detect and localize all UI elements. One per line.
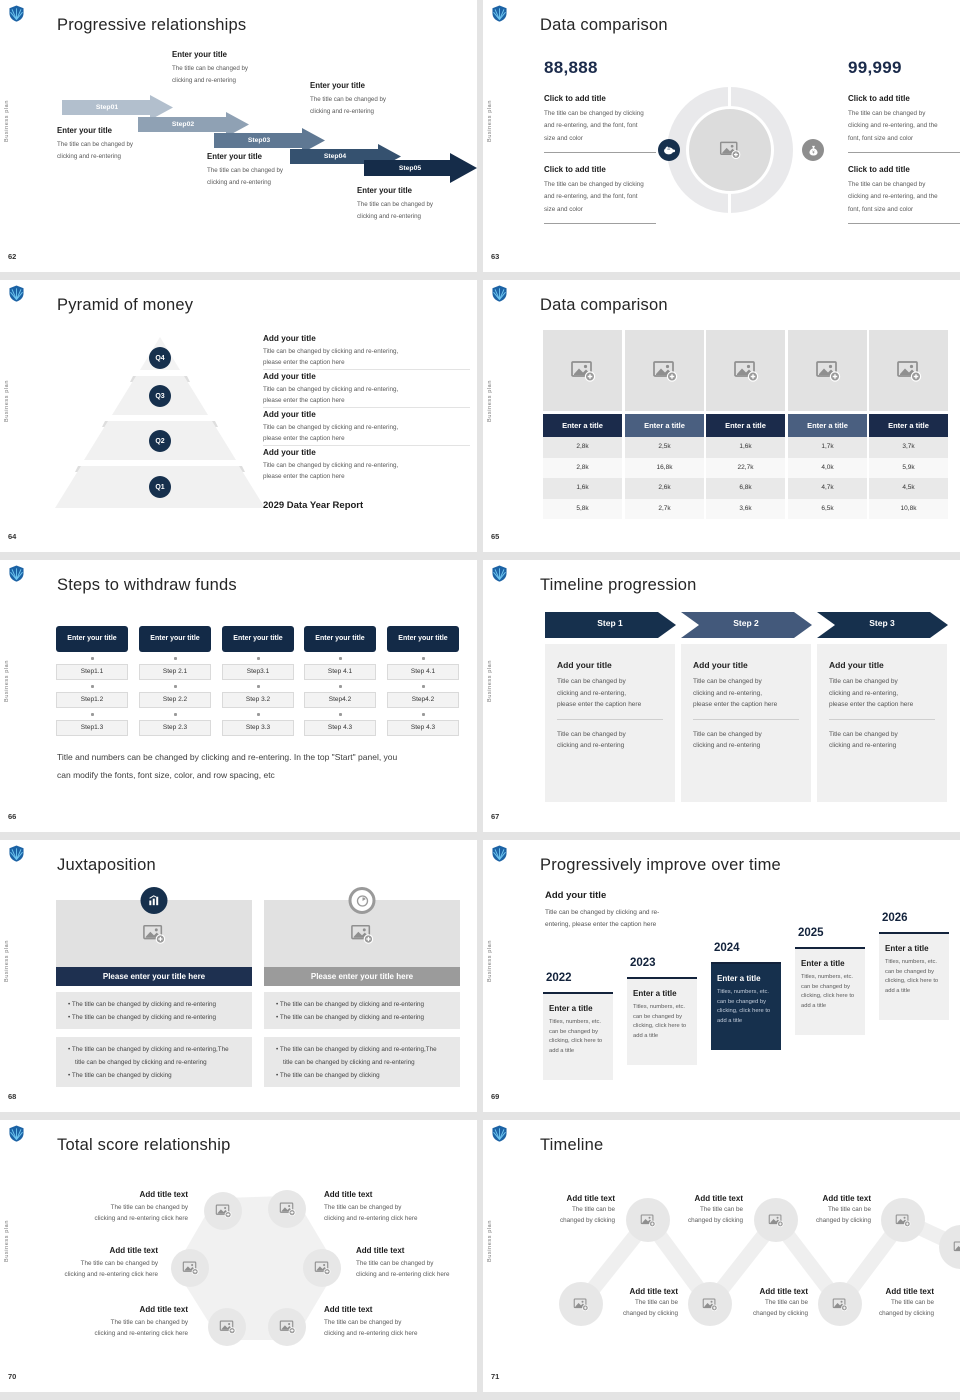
column-title-bar: Please enter your title here — [56, 967, 252, 986]
divider — [544, 152, 656, 153]
table-cell: 1,7k — [788, 437, 867, 458]
year-card-highlighted: Enter a title Titles, numbers, etc. can be changed by clicking, click here to add a title — [711, 962, 781, 1050]
text-block: Add title text The title can be changed by clicking — [688, 1194, 743, 1224]
divider — [693, 719, 799, 720]
image-placeholder-icon — [832, 1297, 848, 1312]
tier-badge: Q1 — [149, 476, 171, 498]
image-placeholder-icon — [350, 923, 374, 945]
text-block: Click to add title The title can be changed by clicking and re-entering, and the font, font size and color — [544, 165, 664, 224]
page-number: 65 — [491, 532, 500, 541]
table-cell: 1,6k — [706, 437, 785, 458]
slide-70[interactable] — [0, 1120, 477, 1392]
year-label: 2023 — [630, 957, 656, 969]
divider — [544, 223, 656, 224]
bar-chart-badge — [141, 887, 168, 914]
year-card: Enter a title Titles, numbers, etc. can be changed by clicking, click here to add a title — [543, 992, 613, 1080]
zigzag-connector-graphic — [483, 1120, 960, 1392]
text-block: Add your title Title can be changed by clicking and re-entering, please enter the caption here — [263, 448, 399, 480]
slide-title: Juxtaposition — [57, 856, 156, 874]
step-box: Step 4.1 — [387, 664, 459, 680]
clock-badge — [349, 887, 376, 914]
step-box: Step4.2 — [387, 692, 459, 708]
comparison-column-right — [264, 887, 460, 1087]
slide-title: Timeline — [540, 1136, 604, 1154]
year-card: Enter a title Titles, numbers, etc. can be changed by clicking, click here to add a title — [627, 977, 697, 1065]
connector-dot — [174, 713, 177, 716]
bar-chart-icon — [147, 893, 162, 908]
connector-dot — [91, 713, 94, 716]
year-label: 2024 — [714, 942, 740, 954]
page-number: 63 — [491, 252, 500, 261]
divider — [557, 719, 663, 720]
note-text: can modify the fonts, font size, color, and row spacing, etc — [57, 770, 275, 780]
text-block: Click to add title The title can be changed by clicking and re-entering, and the font, font size and color — [544, 94, 664, 153]
year-label: 2022 — [546, 972, 572, 984]
slide-title: Total score relationship — [57, 1136, 231, 1154]
step-panel: Add your title Title can be changed by clicking and re-entering, please enter the caption here Title can be changed by clicking and re-entering — [681, 644, 811, 802]
page-number: 64 — [8, 532, 17, 541]
side-brand-text: Business plan — [487, 940, 493, 983]
step-label: Step02 — [171, 121, 195, 128]
image-placeholder-icon — [279, 1201, 296, 1217]
step-column — [304, 626, 376, 736]
side-brand-text: Business plan — [4, 1220, 10, 1263]
side-brand-text: Business plan — [4, 660, 10, 703]
image-placeholder-icon — [279, 1319, 296, 1335]
bullet-box: • The title can be changed by clicking and re-entering,The title can be changed by clicking and re-entering • The title can be changed by clicking — [56, 1037, 252, 1087]
brand-shield-logo-icon — [492, 285, 507, 302]
text-block: Add title text The title can be changed by clicking and re-entering click here — [94, 1190, 188, 1222]
step-panel: Add your title Title can be changed by clicking and re-entering, please enter the caption here Title can be changed by clicking and re-entering — [545, 644, 675, 802]
step-box: Step 2.3 — [139, 720, 211, 736]
step-label: Step03 — [247, 137, 271, 144]
slide-69[interactable] — [483, 840, 960, 1112]
page-number: 62 — [8, 252, 17, 261]
text-block: Enter your title The title can be changed by clicking and re-entering — [310, 81, 387, 115]
table-cell: 3,7k — [869, 437, 948, 458]
year-step — [711, 942, 781, 1050]
step-box: Step 4.3 — [387, 720, 459, 736]
step-label: Step04 — [323, 153, 347, 160]
image-placeholder-icon — [570, 359, 596, 383]
column-header: Enter a title — [788, 414, 867, 437]
connector-dot — [91, 685, 94, 688]
text-block: Add your title Title can be changed by clicking and re-entering, please enter the caption here — [263, 334, 399, 366]
image-placeholder-icon — [719, 139, 741, 161]
table-cell: 2,5k — [625, 437, 704, 458]
money-bag-badge — [802, 139, 824, 161]
connector-dot — [422, 657, 425, 660]
brand-shield-logo-icon — [9, 845, 24, 862]
table-column — [625, 330, 704, 519]
connector-dot — [422, 685, 425, 688]
text-block: Add title text The title can be changed by clicking and re-entering click here — [356, 1246, 450, 1278]
image-placeholder-icon — [640, 1213, 656, 1228]
image-placeholder-icon — [573, 1297, 589, 1312]
report-caption: 2029 Data Year Report — [263, 500, 364, 511]
step-box: Step3.1 — [222, 664, 294, 680]
divider — [263, 407, 470, 408]
column-header: Enter a title — [625, 414, 704, 437]
year-label: 2025 — [798, 927, 824, 939]
divider — [848, 152, 960, 153]
image-placeholder-icon — [815, 359, 841, 383]
slide-63[interactable] — [483, 0, 960, 272]
divider — [848, 223, 960, 224]
text-block: Click to add title The title can be changed by clicking and re-entering, and the font, font size and color — [848, 165, 960, 224]
slide-title: Data comparison — [540, 296, 668, 314]
side-brand-text: Business plan — [487, 100, 493, 143]
piggy-bank-badge — [658, 139, 680, 161]
year-step — [795, 927, 865, 1035]
image-placeholder-circle[interactable] — [268, 1308, 306, 1346]
tier-badge: Q2 — [149, 430, 171, 452]
bullet-box: • The title can be changed by clicking and re-entering • The title can be changed by clicking and re-entering — [264, 992, 460, 1029]
table-cell: 1,6k — [543, 478, 622, 499]
svg-text:¥: ¥ — [811, 148, 815, 154]
comparison-column-left — [56, 887, 252, 1087]
image-placeholder-circle[interactable] — [204, 1192, 242, 1230]
slide-title: Data comparison — [540, 16, 668, 34]
page-number: 68 — [8, 1092, 17, 1101]
slide-66[interactable] — [0, 560, 477, 832]
image-placeholder-icon — [314, 1260, 331, 1276]
note-text: Title and numbers can be changed by clicking and re-entering. In the top "Start" panel, you — [57, 752, 398, 762]
step-box: Step 3.3 — [222, 720, 294, 736]
image-placeholder-icon — [895, 1213, 911, 1228]
text-block: Add title text The title can be changed by clicking and re-entering click here — [324, 1305, 418, 1337]
text-block: Add title text The title can be changed by clicking — [753, 1287, 808, 1317]
step-box: Step 3.2 — [222, 692, 294, 708]
connector-dot — [174, 685, 177, 688]
slide-title: Pyramid of money — [57, 296, 194, 314]
page-number: 71 — [491, 1372, 500, 1381]
slide-71[interactable] — [483, 1120, 960, 1392]
text-block: Add title text The title can be changed by clicking and re-entering click here — [324, 1190, 418, 1222]
step-box: Step1.3 — [56, 720, 128, 736]
step-panel: Add your title Title can be changed by clicking and re-entering, please enter the caption here Title can be changed by clicking and re-entering — [817, 644, 947, 802]
left-value: 88,888 — [544, 58, 598, 77]
side-brand-text: Business plan — [487, 1220, 493, 1263]
column-header: Enter a title — [543, 414, 622, 437]
slide-title: Progressively improve over time — [540, 856, 781, 874]
step-column — [56, 626, 128, 736]
image-placeholder[interactable] — [543, 330, 622, 411]
table-cell: 2,6k — [625, 478, 704, 499]
divider — [263, 445, 470, 446]
brand-shield-logo-icon — [9, 565, 24, 582]
image-placeholder-icon — [702, 1297, 718, 1312]
image-placeholder-circle[interactable] — [303, 1249, 341, 1287]
brand-shield-logo-icon — [492, 5, 507, 22]
table-cell: 10,8k — [869, 499, 948, 520]
image-placeholder[interactable] — [869, 330, 948, 411]
text-block: Add title text The title can be changed by clicking — [879, 1287, 934, 1317]
page-number: 67 — [491, 812, 500, 821]
table-column — [869, 330, 948, 519]
table-cell: 2,8k — [543, 437, 622, 458]
text-block: Add title text The title can be changed by clicking and re-entering click here — [64, 1246, 158, 1278]
side-brand-text: Business plan — [4, 940, 10, 983]
step-column — [139, 626, 211, 736]
year-step — [879, 912, 949, 1020]
money-bag-icon — [807, 144, 820, 157]
image-placeholder[interactable] — [706, 330, 785, 411]
center-image-placeholder[interactable] — [686, 106, 774, 194]
clock-icon — [354, 893, 370, 909]
piggy-bank-icon — [662, 143, 676, 157]
page-number: 66 — [8, 812, 17, 821]
text-block: Click to add title The title can be changed by clicking and re-entering, and the font, font size and color — [848, 94, 960, 153]
slide-62[interactable] — [0, 0, 477, 272]
brand-shield-logo-icon — [492, 845, 507, 862]
connector-dot — [91, 657, 94, 660]
connector-dot — [339, 657, 342, 660]
image-placeholder-circle[interactable] — [171, 1249, 209, 1287]
year-card: Enter a title Titles, numbers, etc. can be changed by clicking, click here to add a title — [879, 932, 949, 1020]
step-arrow-label: Step 2 — [733, 618, 759, 628]
connector-dot — [339, 713, 342, 716]
text-block: Enter your title The title can be changed by clicking and re-entering — [57, 126, 134, 160]
table-cell: 3,6k — [706, 499, 785, 520]
step-box: Step 4.3 — [304, 720, 376, 736]
table-cell: 6,8k — [706, 478, 785, 499]
column-header-button: Enter your title — [387, 626, 459, 652]
step-box: Step1.2 — [56, 692, 128, 708]
step-box: Step 2.2 — [139, 692, 211, 708]
column-header-button: Enter your title — [56, 626, 128, 652]
image-placeholder-icon — [219, 1319, 236, 1335]
column-header-button: Enter your title — [304, 626, 376, 652]
table-column — [788, 330, 867, 519]
step-arrow-label: Step 1 — [597, 618, 623, 628]
bullet-box: • The title can be changed by clicking and re-entering,The title can be changed by clicking and re-entering • The title can be changed by clicking — [264, 1037, 460, 1087]
image-placeholder-icon — [733, 359, 759, 383]
step-box: Step 2.1 — [139, 664, 211, 680]
image-placeholder-icon — [182, 1260, 199, 1276]
divider — [829, 719, 935, 720]
connector-dot — [257, 685, 260, 688]
slide-65[interactable] — [483, 280, 960, 552]
column-header: Enter a title — [706, 414, 785, 437]
year-card: Enter a title Titles, numbers, etc. can be changed by clicking, click here to add a title — [795, 947, 865, 1035]
side-brand-text: Business plan — [487, 380, 493, 423]
text-block: Add your title Title can be changed by clicking and re-entering, please enter the caption here — [263, 410, 399, 442]
bullet-box: • The title can be changed by clicking and re-entering • The title can be changed by clicking and re-entering — [56, 992, 252, 1029]
text-block: Enter your title The title can be changed by clicking and re-entering — [207, 152, 284, 186]
tier-badge: Q3 — [149, 385, 171, 407]
step-box: Step1.1 — [56, 664, 128, 680]
step-box: Step 4.1 — [304, 664, 376, 680]
connector-dot — [422, 713, 425, 716]
text-block: Add title text The title can be changed by clicking and re-entering click here — [94, 1305, 188, 1337]
image-placeholder-icon — [142, 923, 166, 945]
text-block: Add title text The title can be changed by clicking — [560, 1194, 615, 1224]
connector-dot — [339, 685, 342, 688]
column-header-button: Enter your title — [222, 626, 294, 652]
column-header-button: Enter your title — [139, 626, 211, 652]
slide-64[interactable] — [0, 280, 477, 552]
step-label: Step01 — [95, 104, 119, 111]
text-block: Enter your title The title can be changed by clicking and re-entering — [172, 50, 249, 84]
year-label: 2026 — [882, 912, 908, 924]
step-box: Step4.2 — [304, 692, 376, 708]
step-arrow-label: Step 3 — [869, 618, 895, 628]
column-header: Enter a title — [869, 414, 948, 437]
image-placeholder-circle[interactable] — [881, 1198, 925, 1242]
table-cell: 2,8k — [543, 458, 622, 479]
page-number: 70 — [8, 1372, 17, 1381]
image-placeholder[interactable] — [625, 330, 704, 411]
connector-dot — [257, 713, 260, 716]
side-brand-text: Business plan — [487, 660, 493, 703]
image-placeholder-icon — [215, 1203, 232, 1219]
image-placeholder-icon — [953, 1240, 960, 1255]
slide-67[interactable] — [483, 560, 960, 832]
divider — [263, 369, 470, 370]
table-cell: 6,5k — [788, 499, 867, 520]
slide-68[interactable] — [0, 840, 477, 1112]
year-step — [543, 972, 613, 1080]
column-title-bar: Please enter your title here — [264, 967, 460, 986]
table-column — [706, 330, 785, 519]
table-cell: 4,0k — [788, 458, 867, 479]
table-cell: 2,7k — [625, 499, 704, 520]
text-block: Enter your title The title can be changed by clicking and re-entering — [357, 186, 434, 220]
right-value: 99,999 — [848, 58, 902, 77]
text-block: Add title text The title can be changed by clicking — [623, 1287, 678, 1317]
image-placeholder-circle[interactable] — [268, 1190, 306, 1228]
table-cell: 5,9k — [869, 458, 948, 479]
slide-title: Steps to withdraw funds — [57, 576, 237, 594]
table-cell: 4,7k — [788, 478, 867, 499]
image-placeholder-circle[interactable] — [208, 1308, 246, 1346]
table-cell: 16,8k — [625, 458, 704, 479]
table-cell: 4,5k — [869, 478, 948, 499]
image-placeholder-icon — [652, 359, 678, 383]
side-brand-text: Business plan — [4, 100, 10, 143]
year-step — [627, 957, 697, 1065]
step-column — [387, 626, 459, 736]
table-cell: 22,7k — [706, 458, 785, 479]
image-placeholder-icon — [768, 1213, 784, 1228]
step-column — [222, 626, 294, 736]
tier-badge: Q4 — [149, 347, 171, 369]
connector-dot — [257, 657, 260, 660]
slide-title: Progressive relationships — [57, 16, 247, 34]
table-column — [543, 330, 622, 519]
text-block: Add title text The title can be changed by clicking — [816, 1194, 871, 1224]
text-block: Add your title Title can be changed by clicking and re-entering, please enter the caption here — [263, 372, 399, 404]
table-cell: 5,8k — [543, 499, 622, 520]
image-placeholder-icon — [896, 359, 922, 383]
page-number: 69 — [491, 1092, 500, 1101]
slide-title: Timeline progression — [540, 576, 697, 594]
image-placeholder[interactable] — [788, 330, 867, 411]
intro-caption: Title can be changed by clicking and re- entering, please enter the caption here — [545, 909, 660, 928]
connector-dot — [174, 657, 177, 660]
step-label: Step05 — [398, 165, 422, 172]
side-brand-text: Business plan — [4, 380, 10, 423]
intro-heading: Add your title — [545, 890, 607, 901]
